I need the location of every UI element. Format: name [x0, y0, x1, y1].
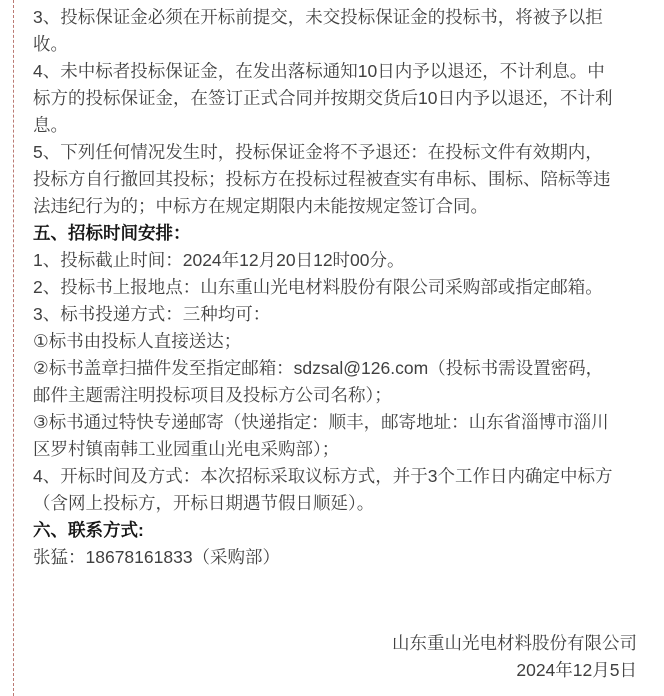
- item-bid-deadline: 1、投标截止时间：2024年12月20日12时00分。: [33, 250, 405, 270]
- item-submission-location: 2、投标书上报地点：山东重山光电材料股份有限公司采购部或指定邮箱。: [33, 277, 603, 297]
- notice-body: [33, 4, 617, 571]
- clause-bid-bond-forfeit: 5、下列任何情况发生时，投标保证金将不予退还：在投标文件有效期内，投标方自行撤回其投标；投标方在投标过程被查实有串标、围标、陪标等违法违纪行为的；中标方在规定期限内未能按规定签订合同。: [33, 142, 611, 216]
- section-heading-contact: 六、联系方式:: [33, 520, 144, 540]
- contact-person-line: 张猛：18678161833（采购部）: [33, 547, 281, 567]
- signature-company: 山东重山光电材料股份有限公司: [392, 633, 637, 653]
- item-delivery-methods: 3、标书投递方式：三种均可：: [33, 304, 271, 324]
- clause-bid-bond-refund: 4、未中标者投标保证金，在发出落标通知10日内予以退还，不计利息。中标方的投标保证金，在签订正式合同并按期交货后10日内予以退还，不计利息。: [33, 61, 613, 135]
- signature-date: 2024年12月5日: [516, 660, 637, 680]
- method-direct-delivery: ①标书由投标人直接送达；: [33, 331, 242, 351]
- clause-bid-bond-submission: 3、投标保证金必须在开标前提交，未交投标保证金的投标书，将被予以拒收。: [33, 7, 603, 54]
- method-express-delivery: ③标书通过特快专递邮寄（快递指定：顺丰，邮寄地址：山东省淄博市淄川区罗村镇南韩工业园重山光电采购部）；: [33, 412, 609, 459]
- method-email-delivery: ②标书盖章扫描件发至指定邮箱：sdzsal@126.com（投标书需设置密码，邮件主题需注明投标项目及投标方公司名称）；: [33, 358, 604, 405]
- item-bid-opening: 4、开标时间及方式：本次招标采取议标方式，并于3个工作日内确定中标方（含网上投标方，开标日期遇节假日顺延）。: [33, 466, 613, 513]
- left-dashed-border: [13, 0, 14, 696]
- section-heading-schedule: 五、招标时间安排：: [33, 223, 191, 243]
- signature-block: [33, 630, 637, 684]
